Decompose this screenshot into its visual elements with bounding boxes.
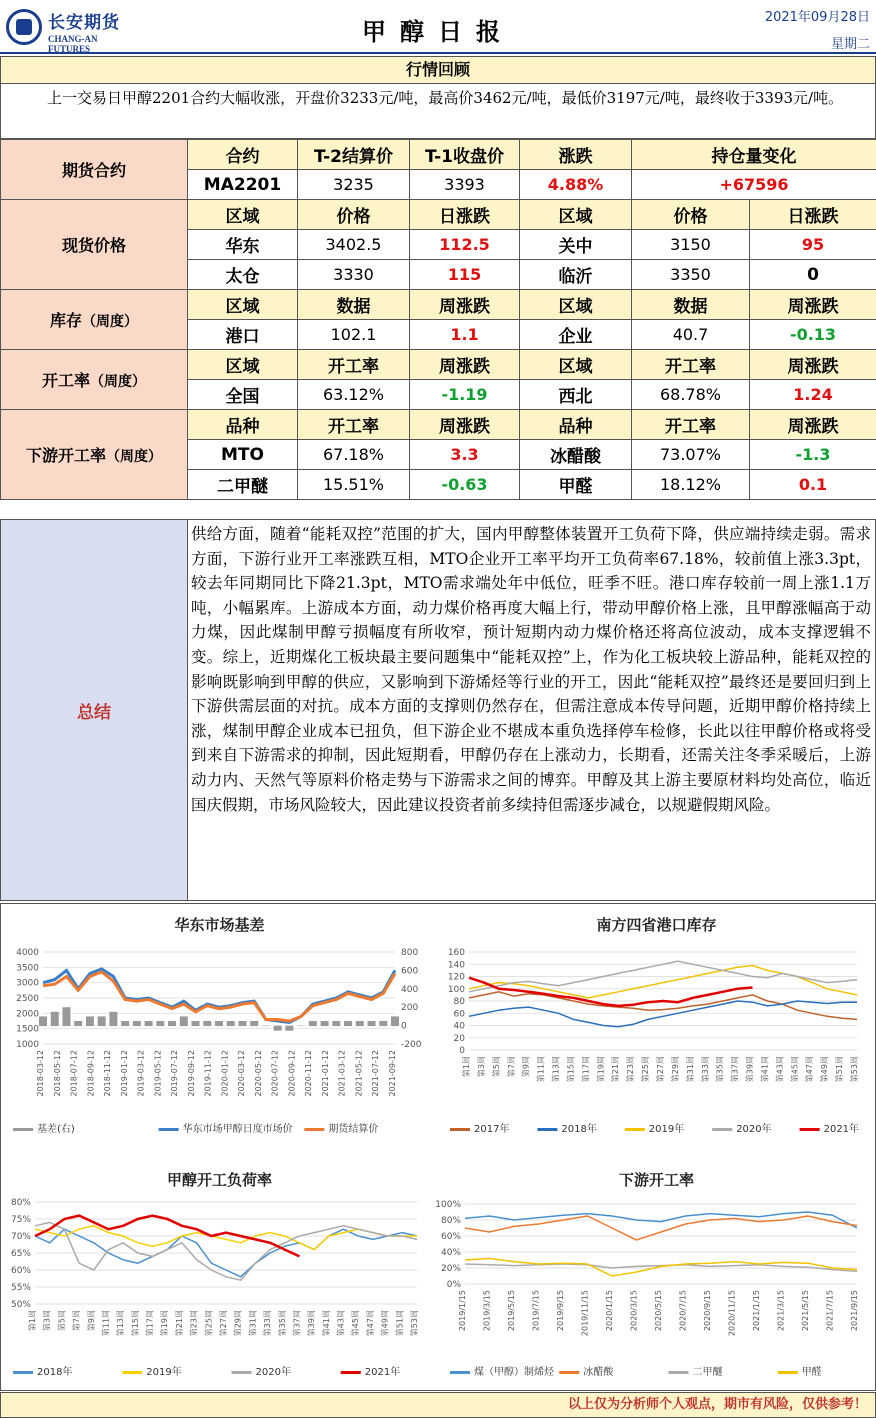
x-tick-label: 第17周 [145, 1310, 155, 1337]
downstream-product: 二甲醚 [188, 470, 298, 500]
x-tick-label: 2020/7/15 [678, 1290, 688, 1332]
x-tick-label: 2019/3/15 [482, 1290, 492, 1332]
x-tick-label: 2021-01-12 [320, 1050, 330, 1097]
x-tick-label: 2020-09-12 [287, 1050, 297, 1097]
downstream-label-main: 下游开工率 [25, 446, 106, 465]
y-tick-label: 60% [10, 1266, 31, 1276]
futures-header: T-2结算价 [298, 140, 410, 170]
spot-price: 3150 [632, 230, 750, 260]
inventory-header: 区域 [520, 290, 632, 320]
legend-swatch [13, 1128, 33, 1131]
futures-label: 期货合约 [1, 140, 188, 200]
x-tick-label: 2018-07-12 [69, 1050, 79, 1097]
y-tick-label: 40 [453, 1021, 465, 1032]
inventory-header: 区域 [188, 290, 298, 320]
x-tick-label: 第41周 [760, 1056, 770, 1083]
x-tick-label: 2021/5/15 [801, 1290, 810, 1332]
legend-swatch [669, 1371, 689, 1374]
legend-label: 期货结算价 [328, 1124, 379, 1135]
y-tick-label: 100% [435, 1200, 461, 1210]
x-tick-label: 2019/5/15 [507, 1290, 516, 1332]
x-tick-label: 第27周 [219, 1310, 228, 1337]
y-tick-label: 50% [10, 1300, 31, 1310]
x-tick-label: 2021/7/15 [825, 1290, 835, 1332]
spot-header: 价格 [632, 200, 750, 230]
basis-bar [51, 1012, 59, 1026]
x-tick-label: 第1周 [28, 1310, 37, 1332]
legend-swatch [159, 1128, 179, 1131]
x-tick-label: 2019-09-12 [186, 1050, 196, 1097]
operating-change: -1.19 [410, 380, 520, 410]
x-tick-label: 第43周 [775, 1056, 785, 1083]
downstream-label-sub: （周度） [106, 449, 162, 465]
x-tick-label: 第13周 [116, 1310, 126, 1337]
basis-bar [238, 1021, 246, 1026]
y2-tick-label: 0 [401, 1021, 407, 1032]
x-tick-label: 第19周 [160, 1310, 170, 1337]
downstream-change: -1.3 [750, 440, 876, 470]
x-tick-label: 2019/1/15 [458, 1290, 467, 1332]
futures-header: 涨跌 [520, 140, 632, 170]
basis-bar [227, 1021, 235, 1026]
legend-label: 华东市场甲醇日度市场价 [182, 1124, 293, 1135]
operating-region: 西北 [520, 380, 632, 410]
legend-label: 2019年 [146, 1367, 182, 1378]
operating-header: 区域 [188, 350, 298, 380]
x-tick-label: 第5周 [57, 1310, 67, 1332]
x-tick-label: 2021-05-12 [354, 1050, 364, 1097]
report-header [0, 0, 876, 54]
x-tick-label: 第29周 [233, 1310, 243, 1337]
y-tick-label: 70% [10, 1232, 31, 1242]
downstream-label [1, 410, 188, 500]
basis-bar [98, 1016, 106, 1026]
downstream-rate: 18.12% [632, 470, 750, 500]
x-tick-label: 2021/9/15 [850, 1290, 859, 1332]
operating-change: 1.24 [750, 380, 876, 410]
series-line [469, 978, 753, 1006]
downstream-header: 品种 [188, 410, 298, 440]
spot-header: 价格 [298, 200, 410, 230]
y-tick-label: 160 [447, 948, 465, 958]
inventory-region: 港口 [188, 320, 298, 350]
x-tick-label: 第13周 [551, 1056, 561, 1083]
legend-label: 2017年 [474, 1124, 510, 1135]
y-tick-label: 80% [10, 1198, 31, 1208]
x-tick-label: 2020-01-12 [220, 1050, 230, 1097]
series-line [35, 1222, 417, 1280]
series-line [469, 1001, 857, 1027]
operating-region: 全国 [188, 380, 298, 410]
x-tick-label: 第35周 [715, 1056, 725, 1083]
futures-change: 4.88% [520, 170, 632, 200]
legend-swatch [800, 1128, 820, 1131]
legend-swatch [559, 1371, 579, 1374]
y-tick-label: 80% [440, 1216, 461, 1226]
report-date: 2021年09月28日 [764, 10, 870, 25]
operating-value: 68.78% [632, 380, 750, 410]
downstream-header: 周涨跌 [750, 410, 876, 440]
x-tick-label: 2021-03-12 [337, 1050, 347, 1097]
basis-bar [192, 1021, 200, 1026]
x-tick-label: 2020/3/15 [629, 1290, 639, 1332]
futures-t2-settle: 3235 [298, 170, 410, 200]
y-tick-label: 0% [446, 1280, 461, 1290]
x-tick-label: 第9周 [521, 1056, 531, 1078]
y-tick-label: 2500 [16, 994, 39, 1004]
spot-change: 95 [750, 230, 876, 260]
x-tick-label: 2021-09-12 [388, 1050, 397, 1097]
futures-header: 合约 [188, 140, 298, 170]
y-tick-label: 60% [440, 1232, 461, 1242]
basis-bar [274, 1026, 282, 1031]
x-tick-label: 第47周 [365, 1310, 375, 1337]
x-tick-label: 2020-07-12 [270, 1050, 280, 1097]
x-tick-label: 第25周 [641, 1056, 651, 1083]
x-tick-label: 第25周 [204, 1310, 214, 1337]
x-tick-label: 2018-03-12 [36, 1050, 45, 1097]
x-tick-label: 2019/7/15 [531, 1290, 541, 1332]
basis-bar [133, 1021, 141, 1026]
spot-region: 关中 [520, 230, 632, 260]
x-tick-label: 第7周 [506, 1056, 516, 1078]
inventory-header: 数据 [298, 290, 410, 320]
legend-label: 甲醛 [801, 1367, 822, 1378]
y-tick-label: 1000 [16, 1040, 39, 1050]
inventory-label-sub: （周度） [82, 314, 138, 330]
y-tick-label: 120 [447, 972, 465, 983]
x-tick-label: 第53周 [850, 1056, 859, 1083]
downstream-change: -0.63 [410, 470, 520, 500]
x-tick-label: 第37周 [730, 1056, 740, 1083]
spot-header: 日涨跌 [750, 200, 876, 230]
downstream-change: 3.3 [410, 440, 520, 470]
basis-bar [332, 1021, 340, 1026]
inventory-value: 102.1 [298, 320, 410, 350]
y-tick-label: 75% [10, 1215, 31, 1225]
x-tick-label: 第19周 [596, 1056, 606, 1083]
basis-bar [109, 1012, 117, 1026]
x-tick-label: 第33周 [700, 1056, 710, 1083]
legend-label: 2019年 [648, 1124, 685, 1135]
basis-bar [344, 1021, 352, 1026]
downstream-header: 开工率 [298, 410, 410, 440]
inventory-change: -0.13 [750, 320, 876, 350]
x-tick-label: 第11周 [101, 1310, 111, 1337]
x-tick-label: 2019/11/15 [580, 1290, 590, 1337]
chart-title: 下游开工率 [618, 1171, 695, 1189]
legend-swatch [232, 1371, 252, 1374]
basis-bar [74, 1021, 82, 1026]
summary-label: 总结 [1, 520, 188, 900]
x-tick-label: 第39周 [745, 1056, 755, 1083]
legend-label: 2020年 [255, 1367, 291, 1378]
x-tick-label: 第29周 [670, 1056, 680, 1083]
x-tick-label: 2019-05-12 [153, 1050, 163, 1097]
x-tick-label: 2020/1/15 [605, 1290, 614, 1332]
y2-tick-label: 400 [401, 984, 419, 995]
legend-swatch [304, 1128, 324, 1131]
basis-bar [168, 1021, 176, 1026]
basis-bar [368, 1021, 376, 1026]
operating-label-sub: （周度） [90, 374, 146, 390]
basis-bar [321, 1021, 329, 1026]
basis-bar [39, 1016, 47, 1026]
operating-value: 63.12% [298, 380, 410, 410]
summary-text: 供给方面，随着“能耗双控”范围的扩大，国内甲醇整体装置开工负荷下降，供应端持续走弱。需求方面，下游行业开工率涨跌互相，MTO企业开工率平均开工负荷率67.18%，较前值上涨3.3pt，较去年同期同比下降21.3pt，MTO需求端处年中低位，旺季不旺。港口库存较前一周上涨1.1万吨，小幅累库。上游成本方面，动力煤价格再度大幅上行，带动甲醇价格上涨，且甲醇涨幅高于动力煤，因此煤制甲醇亏损幅度有所收窄，预计短期内动力煤价格还将高位波动，成本支撑逻辑不变。综上，近期煤化工板块最主要问题集中“能耗双控”上，作为化工板块较上游品种，能耗双控的影响既影响到甲醇的供应，又影响到下游烯烃等行业的开工，因此“能耗双控”最终还是要回归到上下游供需层面的对抗。成本方面的支撑则仍然存在，但需注意成本传导问题，近期甲醇价格持续上涨，煤制甲醇企业成本已扭负，但下游企业不堪成本重负选择停车检修，长此以往甲醇价格或将受到来自下游需求的抑制，因此短期看，甲醇仍存在上涨动力，长期看，还需关注冬季采暖后，上游动力内、天然气等原料价格走势与下游需求之间的博弈。甲醇及其上游主要原材料均处高位，临近国庆假期，市场风险较大，因此建议投资者前多续持但需逐步减仓，以规避假期风险。 [191, 525, 871, 814]
spot-region: 华东 [188, 230, 298, 260]
x-tick-label: 第31周 [685, 1056, 695, 1083]
x-tick-label: 第49周 [820, 1056, 830, 1083]
x-tick-label: 第1周 [462, 1056, 471, 1078]
basis-bar [62, 1007, 70, 1026]
legend-label: 2021年 [823, 1124, 860, 1135]
x-tick-label: 第47周 [805, 1056, 815, 1083]
downstream-rate: 67.18% [298, 440, 410, 470]
x-tick-label: 第49周 [380, 1310, 390, 1337]
downstream-rate: 15.51% [298, 470, 410, 500]
charts-area [0, 903, 876, 1391]
x-tick-label: 第39周 [307, 1310, 317, 1337]
spot-region: 临沂 [520, 260, 632, 290]
basis-bar [180, 1016, 188, 1026]
x-tick-label: 第35周 [277, 1310, 287, 1337]
x-tick-label: 第9周 [86, 1310, 96, 1332]
review-text: 上一交易日甲醇2201合约大幅收涨，开盘价3233元/吨，最高价3462元/吨，最低价3197元/吨，最终收于3393元/吨。 [0, 84, 876, 139]
footer-disclaimer: 以上仅为分析师个人观点，期市有风险，仅供参考！ [0, 1392, 876, 1418]
downstream-product: 冰醋酸 [520, 440, 632, 470]
basis-bar [145, 1021, 153, 1026]
futures-header: T-1收盘价 [410, 140, 520, 170]
company-name-en: CHANG-AN FUTURES [48, 34, 98, 54]
spot-change: 112.5 [410, 230, 520, 260]
legend-swatch [712, 1128, 732, 1131]
basis-bar [250, 1021, 258, 1026]
x-tick-label: 2018-05-12 [52, 1050, 62, 1097]
x-tick-label: 2020/9/15 [703, 1290, 712, 1332]
basis-bar [309, 1021, 317, 1026]
x-tick-label: 2020/11/15 [727, 1290, 737, 1337]
summary-section [0, 519, 876, 901]
x-tick-label: 第53周 [410, 1310, 419, 1337]
y-tick-label: 40% [440, 1248, 461, 1258]
x-tick-label: 2019-07-12 [170, 1050, 180, 1097]
x-tick-label: 第5周 [491, 1056, 501, 1078]
basis-bar [297, 1026, 305, 1027]
y-tick-label: 55% [10, 1283, 31, 1293]
report-title: 甲醇日报 [362, 18, 514, 46]
x-tick-label: 2021-07-12 [371, 1050, 381, 1097]
y-tick-label: 65% [10, 1249, 31, 1259]
y2-tick-label: 200 [401, 1003, 419, 1014]
spot-region: 太仓 [188, 260, 298, 290]
y-tick-label: 3500 [16, 963, 39, 974]
x-tick-label: 第7周 [72, 1310, 82, 1332]
operating-label-main: 开工率 [41, 371, 90, 390]
x-tick-label: 第31周 [248, 1310, 258, 1337]
legend-swatch [122, 1371, 142, 1374]
x-tick-label: 第51周 [835, 1056, 845, 1083]
y-tick-label: 3000 [16, 978, 39, 989]
legend-swatch [778, 1371, 798, 1374]
downstream-product: MTO [188, 440, 298, 470]
x-tick-label: 2021/1/15 [752, 1290, 761, 1332]
y-tick-label: 0 [459, 1046, 465, 1056]
x-tick-label: 第15周 [130, 1310, 140, 1337]
basis-bar [156, 1021, 164, 1026]
legend-swatch [625, 1128, 645, 1131]
legend-swatch [450, 1371, 470, 1374]
spot-change: 115 [410, 260, 520, 290]
operating-header: 开工率 [632, 350, 750, 380]
operating-header: 周涨跌 [750, 350, 876, 380]
x-tick-label: 2018-09-12 [86, 1050, 96, 1097]
y-tick-label: 2000 [16, 1009, 39, 1020]
y2-tick-label: 800 [401, 948, 419, 958]
basis-bar [356, 1021, 364, 1026]
y-tick-label: 20% [440, 1264, 461, 1274]
y-tick-label: 20 [453, 1033, 465, 1044]
futures-t1-close: 3393 [410, 170, 520, 200]
company-name-cn: 长安期货 [48, 13, 120, 33]
x-tick-label: 第21周 [611, 1056, 621, 1083]
x-tick-label: 2021/3/15 [776, 1290, 786, 1332]
basis-bar [203, 1021, 211, 1026]
inventory-value: 40.7 [632, 320, 750, 350]
basis-bar [215, 1021, 223, 1026]
spot-price: 3330 [298, 260, 410, 290]
legend-swatch [341, 1371, 361, 1374]
legend-label: 2021年 [364, 1367, 401, 1378]
y2-tick-label: -200 [401, 1040, 422, 1050]
basis-bar [86, 1016, 94, 1026]
y-tick-label: 140 [447, 960, 465, 971]
inventory-header: 周涨跌 [750, 290, 876, 320]
x-tick-label: 第23周 [189, 1310, 199, 1337]
x-tick-label: 第11周 [536, 1056, 546, 1083]
legend-label: 2018年 [37, 1367, 73, 1378]
legend-swatch [13, 1371, 33, 1374]
x-tick-label: 2020/5/15 [654, 1290, 663, 1332]
legend-label: 基差(右) [37, 1124, 75, 1135]
x-tick-label: 第23周 [626, 1056, 636, 1083]
x-tick-label: 第3周 [476, 1056, 486, 1078]
legend-label: 煤（甲醇）制烯烃 [474, 1367, 554, 1378]
basis-bar [379, 1021, 387, 1026]
series-line [469, 992, 857, 1020]
spot-price: 3350 [632, 260, 750, 290]
x-tick-label: 2019-03-12 [136, 1050, 146, 1097]
basis-bar [262, 1026, 270, 1027]
chart-title: 甲醇开工负荷率 [166, 1171, 273, 1189]
basis-bar [121, 1021, 129, 1026]
x-tick-label: 2019-11-12 [203, 1050, 213, 1097]
x-tick-label: 第37周 [292, 1310, 302, 1337]
x-tick-label: 第45周 [790, 1056, 800, 1083]
downstream-header: 周涨跌 [410, 410, 520, 440]
x-tick-label: 2019-01-12 [119, 1050, 129, 1097]
chart-title: 华东市场基差 [174, 916, 265, 934]
x-tick-label: 第15周 [566, 1056, 576, 1083]
downstream-change: 0.1 [750, 470, 876, 500]
spot-header: 区域 [188, 200, 298, 230]
y-tick-label: 100 [447, 984, 465, 995]
futures-oi-change: +67596 [632, 170, 876, 200]
y-tick-label: 4000 [16, 948, 39, 958]
operating-label [1, 350, 188, 410]
legend-swatch [537, 1128, 557, 1131]
legend-label: 2018年 [561, 1124, 597, 1135]
legend-label: 2020年 [736, 1124, 772, 1135]
inventory-header: 数据 [632, 290, 750, 320]
futures-header: 持仓量变化 [632, 140, 876, 170]
x-tick-label: 第51周 [395, 1310, 405, 1337]
x-tick-label: 2020-05-12 [253, 1050, 263, 1097]
inventory-region: 企业 [520, 320, 632, 350]
futures-contract: MA2201 [188, 170, 298, 200]
x-tick-label: 第41周 [321, 1310, 331, 1337]
spot-change: 0 [750, 260, 876, 290]
x-tick-label: 第33周 [263, 1310, 273, 1337]
inventory-header: 周涨跌 [410, 290, 520, 320]
legend-label: 二甲醚 [692, 1367, 723, 1378]
basis-bar [285, 1026, 293, 1031]
review-title: 行情回顾 [0, 56, 876, 84]
y2-tick-label: 600 [401, 966, 419, 977]
x-tick-label: 第3周 [42, 1310, 52, 1332]
y-tick-label: 80 [453, 997, 465, 1007]
downstream-rate: 73.07% [632, 440, 750, 470]
x-tick-label: 2018-11-12 [103, 1050, 113, 1097]
downstream-header: 开工率 [632, 410, 750, 440]
y-tick-label: 1500 [16, 1024, 39, 1035]
operating-header: 开工率 [298, 350, 410, 380]
x-tick-label: 第27周 [656, 1056, 665, 1083]
spot-header: 日涨跌 [410, 200, 520, 230]
spot-price: 3402.5 [298, 230, 410, 260]
x-tick-label: 第45周 [351, 1310, 361, 1337]
x-tick-label: 第21周 [174, 1310, 184, 1337]
x-tick-label: 第43周 [336, 1310, 346, 1337]
x-tick-label: 2020-11-12 [304, 1050, 314, 1097]
data-table [0, 139, 876, 500]
downstream-header: 品种 [520, 410, 632, 440]
downstream-product: 甲醛 [520, 470, 632, 500]
report-weekday: 星期二 [830, 37, 870, 52]
x-tick-label: 2019/9/15 [556, 1290, 565, 1332]
x-tick-label: 第17周 [581, 1056, 591, 1083]
basis-bar [391, 1016, 399, 1026]
spot-label: 现货价格 [1, 200, 188, 290]
inventory-label [1, 290, 188, 350]
operating-header: 周涨跌 [410, 350, 520, 380]
chart-title: 南方四省港口库存 [596, 916, 717, 934]
legend-swatch [450, 1128, 470, 1131]
inventory-change: 1.1 [410, 320, 520, 350]
spot-header: 区域 [520, 200, 632, 230]
charts-svg [1, 904, 875, 1390]
operating-header: 区域 [520, 350, 632, 380]
inventory-label-main: 库存 [49, 311, 82, 330]
legend-label: 冰醋酸 [583, 1367, 614, 1378]
y-tick-label: 60 [453, 1009, 465, 1020]
x-tick-label: 2020-03-12 [237, 1050, 247, 1097]
